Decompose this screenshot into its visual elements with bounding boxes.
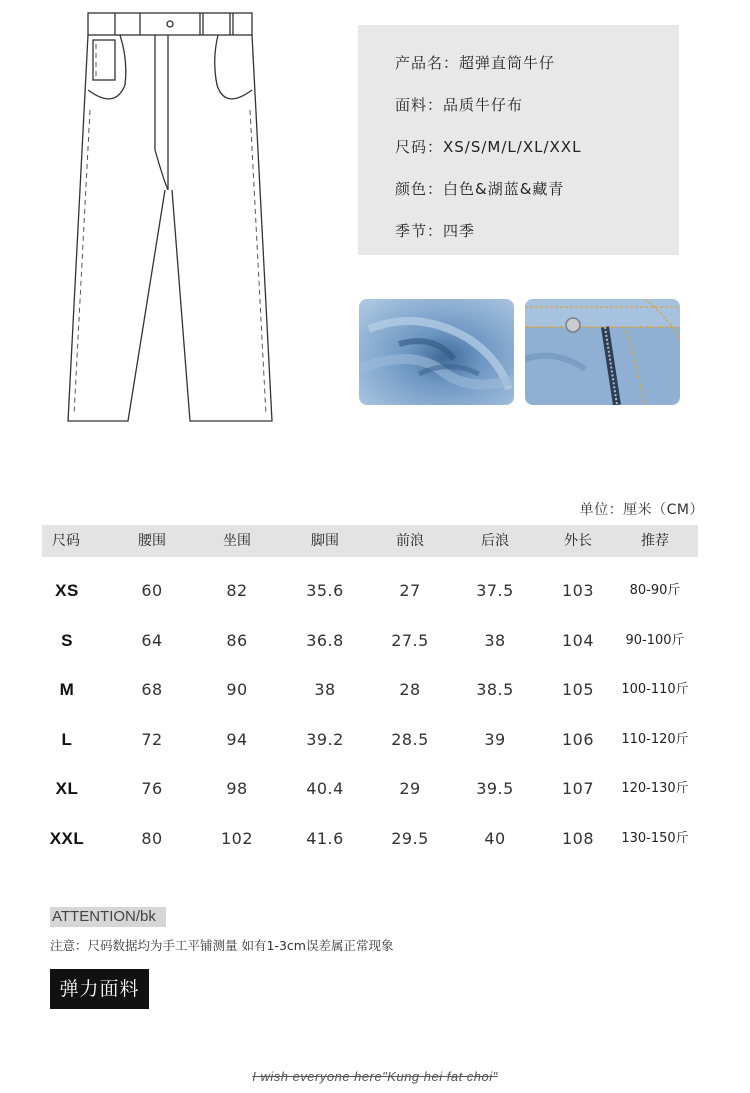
product-name: 产品名：超弹直筒牛仔: [395, 54, 556, 72]
header-front-rise: 前浪: [396, 533, 424, 549]
table-row: [42, 607, 698, 657]
table-row: [42, 706, 698, 756]
cell-front-rise: 29: [399, 779, 421, 799]
cell-back-rise: 38.5: [476, 680, 514, 700]
cell-recommended: 90-100斤: [625, 632, 685, 648]
cell-front-rise: 28: [399, 680, 421, 700]
header-back-rise: 后浪: [481, 533, 509, 549]
header-hip: 坐围: [223, 533, 251, 549]
cell-outseam: 104: [561, 630, 595, 650]
jeans-fly-detail-photo: [525, 299, 680, 405]
measurement-note: 注意：尺码数据均为手工平铺测量 如有1-3cm误差属正常现象: [50, 938, 394, 953]
cell-front-rise: 28.5: [391, 729, 429, 749]
cell-hip: 102: [220, 828, 254, 848]
size-chart-table: [42, 525, 698, 855]
cell-recommended: 100-110斤: [621, 682, 689, 698]
cell-outseam: 103: [561, 581, 595, 600]
cell-waist: 76: [141, 779, 163, 799]
header-outseam: 外长: [564, 533, 592, 549]
cell-size: M: [59, 680, 75, 700]
cell-size: XS: [55, 581, 79, 600]
stretch-fabric-badge: 弹力面料: [50, 969, 149, 1009]
denim-fabric-detail-photo: [359, 299, 514, 405]
cell-recommended: 110-120斤: [621, 731, 689, 747]
cell-waist: 80: [141, 828, 163, 848]
footer: [0, 1066, 750, 1085]
cell-hip: 98: [226, 779, 248, 799]
cell-back-rise: 38: [484, 630, 506, 650]
cell-waist: 64: [141, 630, 163, 650]
season-info: 季节：四季: [395, 222, 476, 240]
table-row: [42, 805, 698, 855]
cell-recommended: 130-150斤: [621, 830, 689, 846]
cell-hem: 41.6: [306, 828, 344, 848]
cell-hip: 90: [226, 680, 248, 700]
header-recommended: 推荐: [641, 533, 669, 549]
header-hem: 脚围: [311, 533, 339, 549]
cell-hem: 38: [314, 680, 336, 700]
table-row: [42, 755, 698, 805]
cell-hip: 82: [226, 581, 248, 600]
cell-front-rise: 27.5: [391, 630, 429, 650]
attention-label: ATTENTION/bk: [50, 907, 166, 927]
cell-back-rise: 39: [484, 729, 506, 749]
cell-outseam: 106: [561, 729, 595, 749]
cell-hem: 36.8: [306, 630, 344, 650]
cell-hem: 40.4: [306, 779, 344, 799]
cell-waist: 72: [141, 729, 163, 749]
cell-recommended: 120-130斤: [621, 781, 689, 797]
header-waist: 腰围: [138, 533, 166, 549]
cell-back-rise: 37.5: [476, 581, 514, 600]
unit-label: 单位：厘米（CM）: [579, 502, 704, 518]
size-info: 尺码：XS/S/M/L/XL/XXL: [395, 138, 582, 156]
header-size: 尺码: [52, 533, 80, 549]
table-row: [42, 557, 698, 607]
cell-hem: 35.6: [306, 581, 344, 600]
cell-hip: 94: [226, 729, 248, 749]
cell-back-rise: 39.5: [476, 779, 514, 799]
cell-front-rise: 29.5: [391, 828, 429, 848]
table-header-row: [42, 525, 698, 557]
cell-outseam: 105: [561, 680, 595, 700]
cell-back-rise: 40: [484, 828, 506, 848]
cell-recommended: 80-90斤: [629, 583, 681, 598]
cell-front-rise: 27: [399, 581, 421, 600]
jeans-sketch-illustration: [60, 10, 280, 430]
color-info: 颜色：白色&湖蓝&藏青: [395, 180, 565, 198]
cell-size: S: [61, 630, 73, 650]
cell-hem: 39.2: [306, 729, 344, 749]
footer-greeting: I wish everyone here"Kung hei fat choi": [252, 1069, 498, 1084]
cell-size: XXL: [49, 828, 85, 848]
cell-size: L: [61, 729, 73, 749]
cell-size: XL: [55, 779, 79, 799]
cell-waist: 68: [141, 680, 163, 700]
cell-hip: 86: [226, 630, 248, 650]
fabric-info: 面料：品质牛仔布: [395, 96, 524, 114]
cell-outseam: 107: [561, 779, 595, 799]
table-row: [42, 656, 698, 706]
product-info-panel: [358, 25, 679, 255]
cell-outseam: 108: [561, 828, 595, 848]
cell-waist: 60: [141, 581, 163, 600]
